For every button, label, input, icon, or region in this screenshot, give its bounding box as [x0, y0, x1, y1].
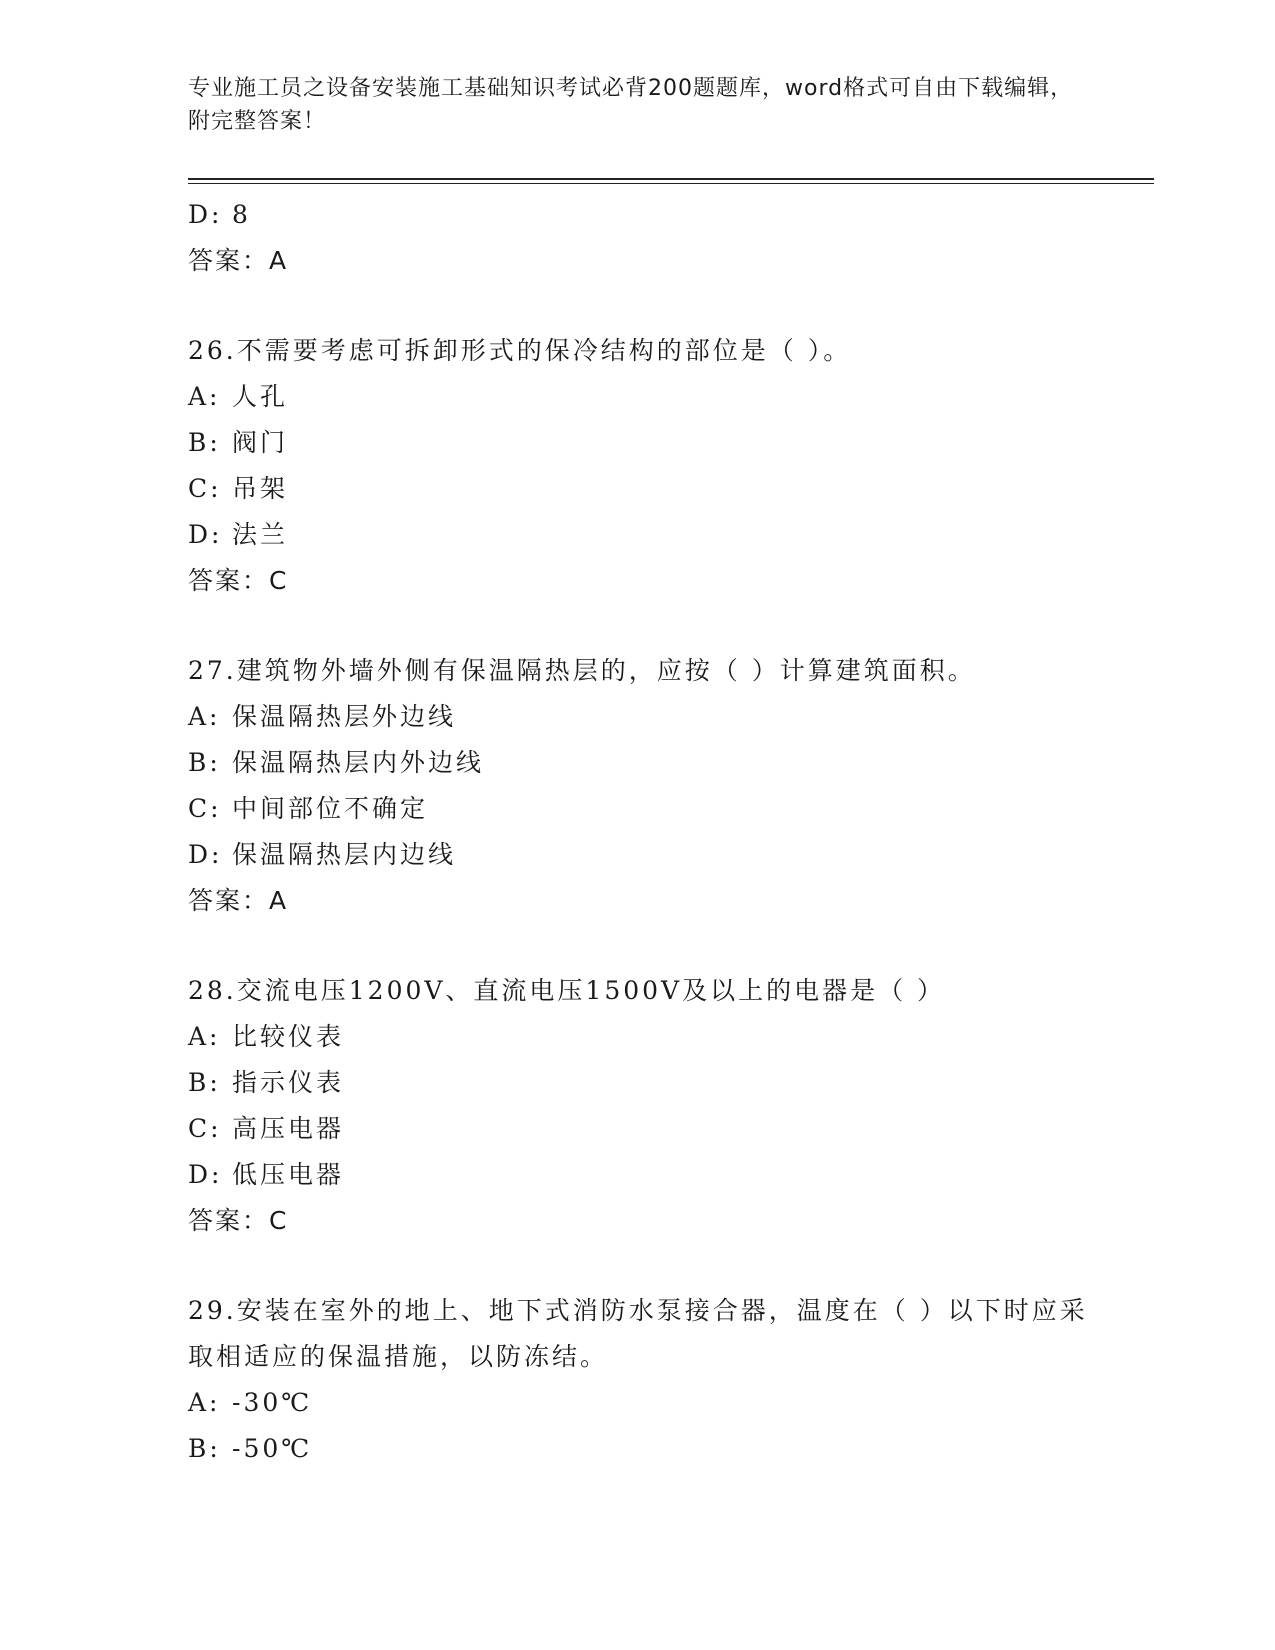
option-a — [188, 1014, 1108, 1060]
option-text: 法兰 — [232, 520, 289, 549]
question-list — [188, 192, 1108, 1472]
option-text: 低压电器 — [232, 1160, 345, 1189]
header-rule-thin — [188, 183, 1154, 184]
option-text: 保温隔热层内边线 — [232, 840, 457, 869]
option-key: B: — [188, 428, 221, 457]
option-c — [188, 1106, 1108, 1152]
document-header: 专业施工员之设备安装施工基础知识考试必背200题题库，word格式可自由下载编辑，附完整答案！ — [188, 76, 1074, 134]
option-text: 人孔 — [232, 382, 289, 411]
question-block-25-tail — [188, 192, 1108, 284]
option-text: 吊架 — [232, 474, 289, 503]
option-text: 比较仪表 — [232, 1022, 345, 1051]
option-b — [188, 740, 1108, 786]
question-block-28 — [188, 968, 1108, 1244]
question-stem: 26.不需要考虑可拆卸形式的保冷结构的部位是（ ）。 — [188, 336, 852, 365]
option-d — [188, 512, 1108, 558]
option-key: A: — [188, 702, 221, 731]
option-key: D: — [188, 840, 223, 869]
option-key: D: — [188, 520, 223, 549]
option-d — [188, 832, 1108, 878]
answer: 答案：C — [188, 566, 289, 595]
option-key: D: — [188, 200, 223, 229]
option-a — [188, 694, 1108, 740]
option-text: 指示仪表 — [232, 1068, 345, 1097]
option-a — [188, 374, 1108, 420]
option-text: 8 — [232, 200, 251, 229]
option-key: C: — [188, 1114, 222, 1143]
option-key: C: — [188, 474, 222, 503]
option-b — [188, 1060, 1108, 1106]
question-block-29 — [188, 1288, 1108, 1472]
option-d — [188, 1152, 1108, 1198]
option-text: -30℃ — [232, 1388, 313, 1417]
answer: 答案：A — [188, 246, 289, 275]
question-stem: 29.安装在室外的地上、地下式消防水泵接合器，温度在（ ）以下时应采取相适应的保温措施，以防冻结。 — [188, 1296, 1088, 1371]
question-block-26 — [188, 328, 1108, 604]
option-c — [188, 786, 1108, 832]
option-key: A: — [188, 382, 221, 411]
option-key: A: — [188, 1022, 221, 1051]
option-key: B: — [188, 1068, 221, 1097]
question-stem: 28.交流电压1200V、直流电压1500V及以上的电器是（ ） — [188, 976, 946, 1005]
option-text: 阀门 — [232, 428, 289, 457]
question-stem: 27.建筑物外墙外侧有保温隔热层的，应按（ ）计算建筑面积。 — [188, 656, 976, 685]
option-text: 中间部位不确定 — [232, 794, 429, 823]
answer: 答案：C — [188, 1206, 289, 1235]
option-key: B: — [188, 748, 221, 777]
option-c — [188, 466, 1108, 512]
option-text: 高压电器 — [232, 1114, 345, 1143]
question-block-27 — [188, 648, 1108, 924]
option-d — [188, 192, 1108, 238]
answer: 答案：A — [188, 886, 289, 915]
option-key: B: — [188, 1434, 221, 1463]
option-text: 保温隔热层外边线 — [232, 702, 457, 731]
option-text: 保温隔热层内外边线 — [232, 748, 485, 777]
option-key: C: — [188, 794, 222, 823]
header-rule — [188, 178, 1154, 180]
option-b — [188, 1426, 1108, 1472]
option-a — [188, 1380, 1108, 1426]
option-b — [188, 420, 1108, 466]
option-key: D: — [188, 1160, 223, 1189]
option-text: -50℃ — [232, 1434, 313, 1463]
option-key: A: — [188, 1388, 221, 1417]
